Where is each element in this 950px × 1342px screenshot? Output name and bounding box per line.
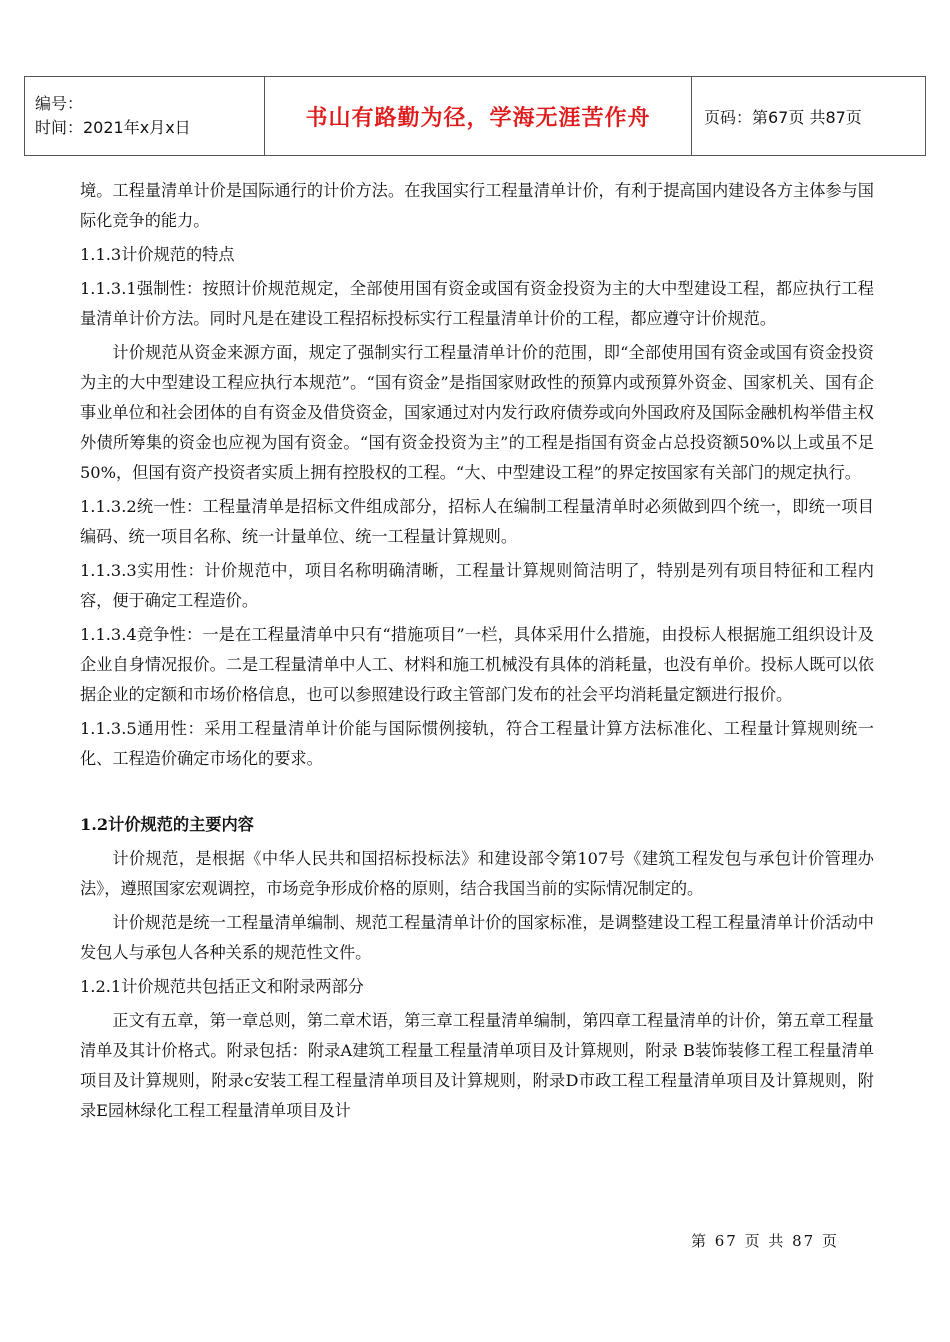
section-heading-1-2: 1.2计价规范的主要内容 (80, 815, 254, 834)
header-meta-cell (25, 77, 265, 156)
paragraph-generality: 1.1.3.5通用性：采用工程量清单计价能与国际惯例接轨，符合工程量计算方法标准化、工程量计算规则统一化、工程造价确定市场化的要求。 (80, 719, 874, 768)
paragraph-continuation: 境。工程量清单计价是国际通行的计价方法。在我国实行工程量清单计价，有利于提高国内建设各方主体参与国际化竞争的能力。 (80, 181, 874, 230)
paragraph-practicality: 1.1.3.3实用性：计价规范中，项目名称明确清晰，工程量计算规则简洁明了，特别是列有项目特征和工程内容，便于确定工程造价。 (80, 561, 874, 610)
page-footer (0, 1230, 950, 1251)
section-heading-1-1-3: 1.1.3计价规范的特点 (80, 245, 235, 264)
paragraph-uniformity: 1.1.3.2统一性：工程量清单是招标文件组成部分，招标人在编制工程量清单时必须做到四个统一，即统一项目编码、统一项目名称、统一计量单位、统一工程量计算规则。 (80, 497, 874, 546)
document-body (80, 176, 874, 1126)
document-number-label: 编号： (35, 94, 84, 113)
paragraph-mandatory: 1.1.3.1强制性：按照计价规范规定，全部使用国有资金或国有资金投资为主的大中型建设工程，都应执行工程量清单计价方法。同时凡是在建设工程招标投标实行工程量清单计价的工程，都应遵守计价规范。 (80, 279, 874, 328)
paragraph-chapters-appendices: 正文有五章，第一章总则，第二章术语，第三章工程量清单编制，第四章工程量清单的计价，第五章工程量清单及其计价格式。附录包括：附录A建筑工程量工程量清单项目及计算规则，附录 B装饰装修工程工程量清单项目及计算规则，附录c安装工程工程量清单项目及计算规则，附录D市政工程工程量清单项目及计算规则，附录E园林绿化工程工程量清单项目及计 (80, 1011, 874, 1120)
footer-page-number: 第 67 页 共 87 页 (690, 1232, 839, 1250)
section-heading-1-2-1: 1.2.1计价规范共包括正文和附录两部分 (80, 977, 364, 996)
header-table (24, 76, 926, 156)
paragraph-basis: 计价规范，是根据《中华人民共和国招标投标法》和建设部令第107号《建筑工程发包与承包计价管理办法》，遵照国家宏观调控，市场竞争形成价格的原则，结合我国当前的实际情况制定的。 (80, 849, 874, 898)
header-page-info: 页码：第67页 共87页 (692, 77, 926, 156)
paragraph-state-funds: 计价规范从资金来源方面，规定了强制实行工程量清单计价的范围，即“全部使用国有资金或国有资金投资为主的大中型建设工程应执行本规范”。“国有资金”是指国家财政性的预算内或预算外资金、国家机关、国有企事业单位和社会团体的自有资金及借贷资金，国家通过对内发行政府债券或向外国政府及国际金融机构举借主权外债所筹集的资金也应视为国有资金。“国有资金投资为主”的工程是指国有资金占总投资额50%以上或虽不足50%，但国有资产投资者实质上拥有控股权的工程。“大、中型建设工程”的界定按国家有关部门的规定执行。 (80, 343, 874, 482)
paragraph-competitiveness: 1.1.3.4竞争性：一是在工程量清单中只有“措施项目”一栏，具体采用什么措施，由投标人根据施工组织设计及企业自身情况报价。二是工程量清单中人工、材料和施工机械没有具体的消耗量，也没有单价。投标人既可以依据企业的定额和市场价格信息，也可以参照建设行政主管部门发布的社会平均消耗量定额进行报价。 (80, 625, 874, 704)
document-time-label: 时间：2021年x月x日 (35, 118, 191, 137)
header-motto: 书山有路勤为径，学海无涯苦作舟 (265, 77, 692, 156)
paragraph-national-standard: 计价规范是统一工程量清单编制、规范工程量清单计价的国家标准，是调整建设工程工程量清单计价活动中发包人与承包人各种关系的规范性文件。 (80, 913, 874, 962)
